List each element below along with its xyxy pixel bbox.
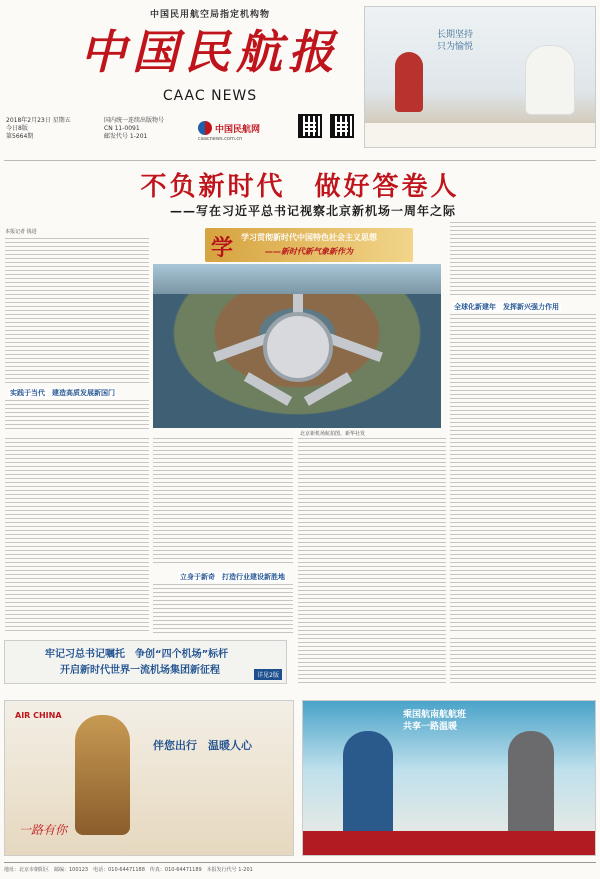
ad-figure [75,715,130,835]
ad-footer [365,123,595,147]
bottom-left-advertisement[interactable] [4,700,294,856]
ad-footer-band [303,831,595,855]
ad-script: 一路有你 [19,823,68,837]
newspaper-title: 中国民航报 [80,25,340,79]
ad-figure-woman [508,731,554,841]
article-text-block [5,400,149,430]
article-text-block [450,222,596,298]
banner-line: ——新时代新气象新作为 [265,247,353,256]
main-headline[interactable]: 不负新时代 做好答卷人 [140,172,460,202]
promo-box[interactable] [4,640,287,684]
section-heading: 全球化新建年 发挥新兴强力作用 [454,303,559,311]
qr-code-icon [330,114,354,138]
sub-headline: ——写在习近平总书记视察北京新机场一周年之际 [170,204,457,218]
banner-line: 学习贯彻新时代中国特色社会主义思想 [241,233,377,242]
ad-figure-man [525,45,575,115]
top-advertisement[interactable] [364,6,596,148]
ad-slogan: 伴您出行 温暖人心 [153,739,252,752]
promo-line: 开启新时代世界一流机场集团新征程 [60,665,220,676]
ad-slogan-line: 只为愉悦 [437,42,474,52]
qr-code-icon [298,114,322,138]
banner-big-char: 学 [211,235,234,261]
ad-slogan-line: 长期坚持 [437,30,474,40]
promo-tag[interactable]: 详见2版 [254,669,282,680]
ad-brand: AIR CHINA [15,711,62,720]
article-text-block [5,438,149,634]
masthead [0,0,600,160]
issue-number: 第5664期 [6,133,34,140]
section-heading: 立身于新奇 打造行业建设新胜地 [180,573,285,581]
masthead-subtitle: 中国民用航空局指定机构物 [149,10,270,20]
issue-pages: 今日8版 [6,125,28,132]
page-footer: 地址：北京市朝阳区 邮编：100123 电话：010-64471188 传真：010-64471189 本报发行代号 1-201 [4,862,596,876]
ad-slogan [437,29,473,53]
photo-sky [153,264,441,294]
ad-headline [403,709,466,733]
issue-info [6,117,71,141]
bottom-right-advertisement[interactable] [302,700,596,856]
issue-date: 2018年2月23日 星期五 [6,117,71,124]
promo-line: 牢记习总书记嘱托 争创“四个机场”标杆 [45,649,229,660]
byline: 本报记者 钱进 [5,229,37,235]
party-study-banner[interactable] [205,228,413,262]
publish-line: CN 11-0091 [104,125,140,132]
ad-headline-line: 乘国航南航航班 [403,710,467,720]
article-text-block [5,238,149,384]
logo-text: 中国民航网 [215,124,261,135]
article-text-block [153,584,293,634]
publish-info [104,117,164,141]
terminal-building [263,312,333,382]
website-url[interactable]: caacnews.com.cn [198,136,243,142]
ad-figure-girl [395,52,423,112]
divider [4,160,596,161]
article-text-block [298,438,446,686]
ad-headline-line: 共享一路温暖 [403,722,458,732]
ad-figure-man [343,731,393,841]
article-text-block [450,314,596,634]
photo-caption: 北京新机场航拍图。新华社发 [300,431,366,437]
article-text-block [153,438,293,564]
caac-logo-icon [198,121,212,135]
section-heading: 实践于当代 建造高质发展新国门 [10,389,115,397]
article-text-block [450,638,596,686]
airport-aerial-photo [153,264,441,428]
newspaper-english-name: CAAC NEWS [162,88,258,104]
publish-line: 邮发代号 1-201 [104,133,148,140]
publish-line: 国内统一连续出版物号 [104,117,165,124]
caac-news-logo[interactable] [198,118,288,138]
